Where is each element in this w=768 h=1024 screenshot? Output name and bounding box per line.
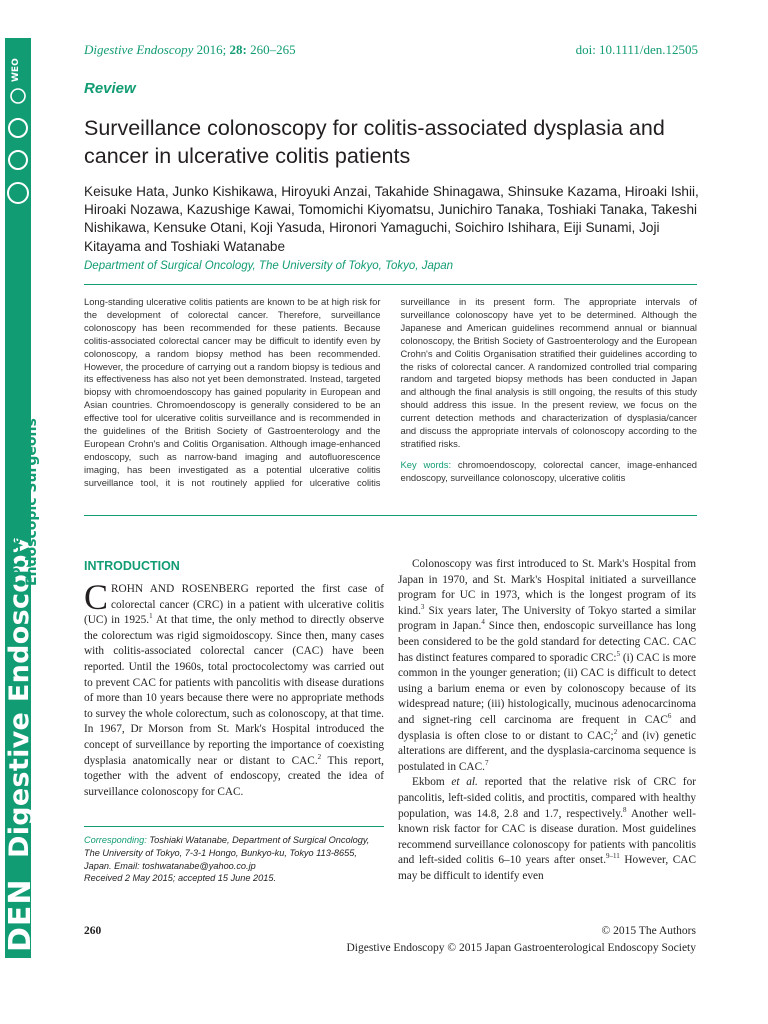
society-logo-icon [8, 118, 28, 138]
citation-ref[interactable]: 2 [317, 752, 322, 761]
body-column-left [84, 577, 384, 800]
journal-subtitle-vertical: For Gastroenterologists and Endoscopic Surgeons [8, 364, 40, 586]
correspondence-rule [84, 826, 384, 827]
copyright-authors: © 2015 The Authors [601, 925, 696, 937]
author-list: Keisuke Hata, Junko Kishikawa, Hiroyuki Anzai, Takahide Shinagawa, Shinsuke Kazama, Hiroaki Ishii, Hiroaki Nozawa, Kazushige Kawai, Tomomichi Kiyomatsu, Junichiro Tanaka, Toshiaki Tanaka, Takeshi Nishikawa, Kensuke Otani, Koji Yasuda, Hironori Yamaguchi, Soichiro Ishihara, Eiji Sunami, Joji Kitayama and Toshiaki Watanabe [84, 184, 699, 254]
correspondence-text: Toshiaki Watanabe, Department of Surgical Oncology, The University of Tokyo, 7-3-1 Hongo, Bunkyo-ku, Tokyo 113-8655, Japan. Email: toshwatanabe@yahoo.co.jp [84, 835, 370, 871]
citation-ref[interactable]: 4 [481, 618, 485, 627]
correspondence-label: Corresponding: [84, 835, 147, 845]
journal-sidebar [0, 0, 48, 1024]
intro-paragraph-3: Ekbom et al. reported that the relative risk of CRC for pancolitis, left-sided colitis, and proctitis, compared with healthy population, was 14.8, 2.8 and 1.7, respectively.$^8$ Another well-known risk factor for CAC is disease duration. Most guidelines recommend surveillance colonoscopy for patients with pancolitis and left-sided colitis 6–10 years after onset.$^{9-11}$ However, CAC may be difficult to identify even [398, 776, 696, 882]
citation-ref[interactable]: 1 [149, 612, 153, 621]
keywords [401, 459, 698, 485]
journal-name-vertical: Digestive Endoscopy [4, 536, 35, 858]
page-number: 260 [84, 925, 102, 937]
article-title: Surveillance colonoscopy for colitis-associated dysplasia and cancer in ulcerative colitis patients [84, 116, 665, 168]
citation-ref[interactable]: 6 [667, 712, 672, 721]
citation-ref[interactable]: 5 [616, 649, 620, 658]
abstract-text: Long-standing ulcerative colitis patients are known to be at high risk for the development of colorectal cancer. Therefore, surveillance colonoscopy has been recommended for these patients. Because colitis-associated colorectal cancer may be difficult to identify even by colonoscopy, a random biopsy method has been recommended. However, the procedure of carrying out a random biopsy is tedious and its effectiveness has also not yet been demonstrated. Instead, targeted biopsy with chromoendoscopy has gained popularity in European and Asian countries. Chromoendoscopy is generally considered to be an effective tool for ulcerative colitis surveillance and is recommended in the guidelines of the British Society of Gastroenterology and the European Crohn's and Colitis Organisation. Although image-enhanced endoscopy, such as narrow-band imaging and autofluorescence imaging, has been investigated as a potential ulcerative colitis surveillance tool, it is not routinely applied for ulcerative colitis surveillance in its present form. The appropriate intervals of surveillance colonoscopy have yet to be determined. Although the Japanese and American guidelines recommend annual or biannual colonoscopy, the British Society of Gastroenterology and the European Crohn's and Colitis Organisation stratified their guidelines according to the risks of colorectal cancer. A randomized controlled trial comparing random and targeted biopsy methods has been conducted in Japan and although the final analysis is still ongoing, the results of this study should address this issue. In the present review, we focus on the current detection methods and characterization of dysplasia/cancer and discuss the appropriate intervals of colonoscopy according to the stratified risks. [84, 296, 697, 488]
citation-ref[interactable]: 8 [623, 805, 627, 814]
society-seal-icon [8, 150, 28, 170]
jges-logo-icon [7, 182, 29, 204]
body-column-right [398, 557, 696, 884]
abstract-bottom-rule [84, 515, 697, 516]
citation-ref[interactable]: 3 [420, 603, 425, 612]
drop-cap: C [84, 577, 109, 617]
copyright-society: Digestive Endoscopy © 2015 Japan Gastroenterological Endoscopy Society [346, 942, 696, 954]
citation-ref[interactable]: 2 [613, 727, 618, 736]
keywords-label: Key words: [400, 458, 452, 470]
intro-paragraph-2: Colonoscopy was first introduced to St. Mark's Hospital from Japan in 1970, and St. Mark's Hospital initiated a surveillance program for UC in 1973, which is the longest program of its kind.$^3$ Six years later, The University of Tokyo started a similar program in Japan.$^4$ Since then, endoscopic surveillance has long been considered to be the gold standard for detecting CAC. CAC has distinct features compared to sporadic CRC:$^5$ (i) CAC is more common in the younger generation; (ii) CAC is difficult to detect using a barium enema or even by colonoscopy because of its widespread nature; (iii) histologically, mucinous adenocarcinoma and signet-ring cell carcinoma are frequent in CAC$^6$ and dysplasia is often close to or distant to CAC;$^2$ and (iv) genetic alterations are different, and the dysplasia-carcinoma sequence is postulated in CAC.$^7$ [398, 558, 697, 773]
abstract [84, 296, 697, 490]
citation-ref[interactable]: 7 [484, 758, 489, 767]
weo-logo-icon [6, 44, 30, 104]
correspondence-block [84, 834, 384, 885]
keywords-list: chromoendoscopy, colorectal cancer, image-enhanced endoscopy, surveillance colonoscopy, ulcerative colitis [400, 458, 697, 483]
author-affiliation: Department of Surgical Oncology, The University of Tokyo, Tokyo, Japan [84, 260, 454, 272]
abstract-top-rule [84, 284, 697, 285]
article-type-label: Review [84, 80, 136, 97]
intro-paragraph-1: CROHN AND ROSENBERG reported the first case of colorectal cancer (CRC) in a patient with ulcerative colitis (UC) in 1925.$^1$ At that time, the only method to directly observe the colorectum was rigid sigmoidoscopy. Since then, many cases with colitis-associated colorectal cancer (CAC) have been reported. Until the 1960s, total proctocolectomy was carried out to prevent CAC for patients with pancolitis with disease durations of more than 10 years because there were no appropriate methods to survey the whole colorectum, such as colonoscopy, at that time. In 1967, Dr Morson from St. Mark's Hospital introduced the concept of surveillance by reporting the importance of coexisting dysplasia anatomically near or distant to CAC.$^2$ This report, together with the advent of endoscopy, created the idea of surveillance colonoscopy for CAC. [84, 577, 384, 798]
svg-text:WEO: WEO [11, 58, 21, 82]
doi-link[interactable]: doi: 10.1111/den.12505 [575, 42, 698, 57]
citation-ref[interactable]: 9–11 [606, 852, 620, 861]
journal-abbrev-vertical: DEN [3, 878, 38, 952]
received-dates: Received 2 May 2015; accepted 15 June 2015. [84, 873, 277, 884]
section-heading-introduction: INTRODUCTION [84, 559, 180, 573]
journal-citation: Digestive Endoscopy 2016; 28: 260–265 [84, 42, 296, 57]
